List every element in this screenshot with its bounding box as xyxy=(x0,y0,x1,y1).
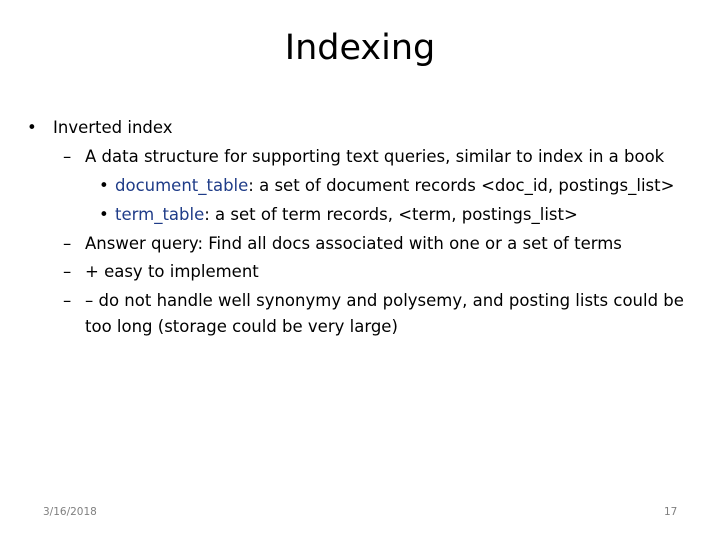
bullet-marker: • xyxy=(27,118,37,137)
bullet-marker: • xyxy=(99,176,109,195)
term-table-item xyxy=(115,201,578,230)
inverted-index-text: Inverted index xyxy=(53,118,173,137)
footer-page-number: 17 xyxy=(664,506,678,518)
document-table-item xyxy=(115,172,674,201)
dash-marker: – xyxy=(63,147,72,166)
pro-text: + easy to implement xyxy=(85,262,259,281)
con-text-line2: too long (storage could be very large) xyxy=(85,317,398,336)
dash-marker: – xyxy=(63,291,72,310)
term-table-term: term_table xyxy=(115,205,205,224)
dash-marker: – xyxy=(63,234,72,253)
structure-text: A data structure for supporting text queries, similar to index in a book xyxy=(85,147,665,166)
document-table-term: document_table xyxy=(115,176,249,195)
answer-query-text: Answer query: Find all docs associated with one or a set of terms xyxy=(85,234,622,253)
footer-date: 3/16/2018 xyxy=(43,506,97,518)
dash-marker: – xyxy=(63,262,72,281)
slide-title: Indexing xyxy=(284,28,436,68)
con-text-line1: – do not handle well synonymy and polysemy, and posting lists could be xyxy=(85,291,684,310)
bullet-marker: • xyxy=(99,205,109,224)
document-table-text: : a set of document records <doc_id, postings_list> xyxy=(248,176,675,195)
term-table-text: : a set of term records, <term, postings_list> xyxy=(204,205,578,224)
